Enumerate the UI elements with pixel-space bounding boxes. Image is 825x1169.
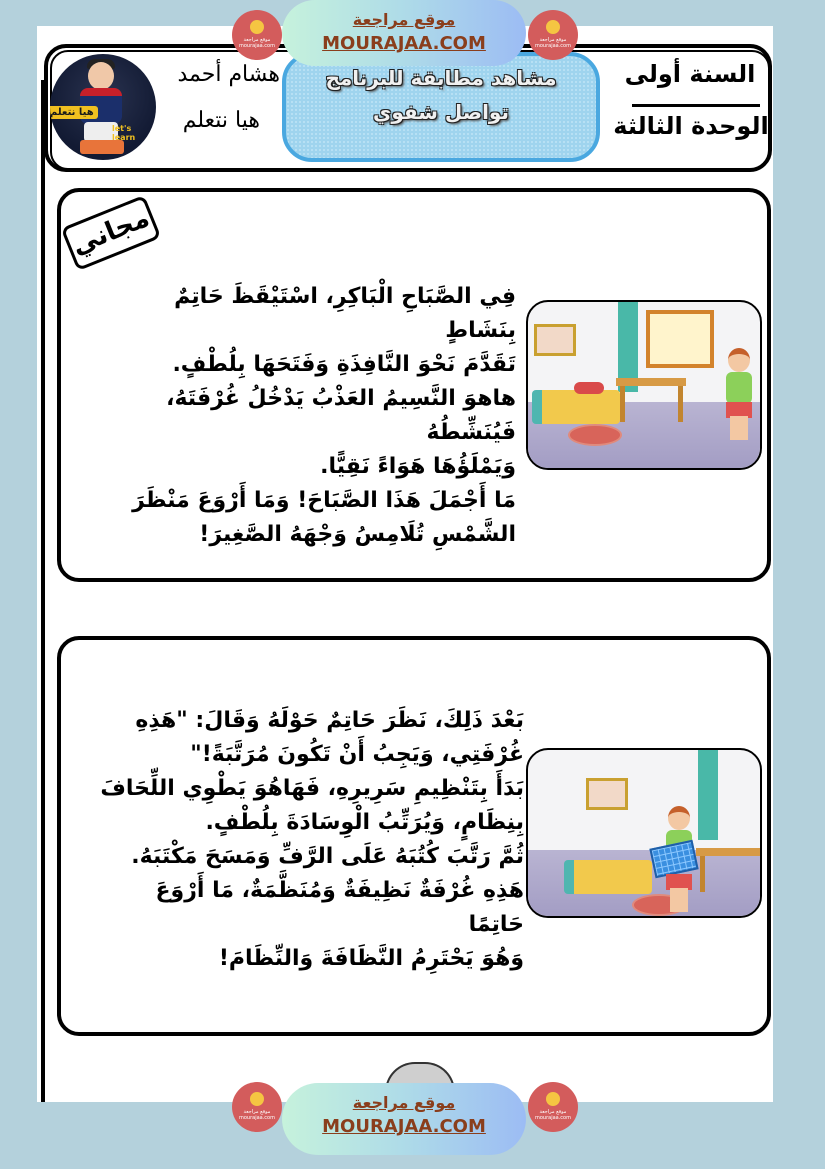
grade-divider bbox=[632, 104, 760, 107]
grade-label: السنة أولى bbox=[624, 60, 756, 88]
story-text-2 bbox=[100, 704, 524, 976]
site-link-top[interactable] bbox=[282, 0, 526, 66]
site-logo-badge-left[interactable] bbox=[232, 10, 282, 60]
site-logo-badge-right-bottom[interactable] bbox=[528, 1082, 578, 1132]
worksheet-subtitle: تواصل شفوي bbox=[373, 100, 509, 124]
story-line: بَدَأَ بِتَنْظِيمِ سَرِيرِهِ، فَهَاهُوَ يَطْوِي اللِّحَافَ bbox=[100, 776, 524, 801]
avatar-tag-english: let's learn bbox=[112, 124, 136, 142]
story-line: الشَّمْسِ تُلَامِسُ وَجْهَهُ الصَّغِيرَ! bbox=[199, 522, 516, 547]
avatar-face bbox=[88, 62, 114, 90]
bed-pillow bbox=[574, 382, 604, 394]
boy-legs bbox=[670, 888, 688, 912]
badge-caption: موقع مراجعة mourajaa.com bbox=[534, 1109, 571, 1121]
story-line: مَا أَجْمَلَ هَذَا الصَّبَاحَ! وَمَا أَرْوَعَ مَنْظَرَ bbox=[132, 488, 516, 513]
desk bbox=[616, 378, 686, 386]
story-line: بَعْدَ ذَلِكَ، نَظَرَ حَاتِمٌ حَوْلَهُ وَقَالَ: "هَذِهِ bbox=[135, 708, 524, 733]
site-logo-badge-right[interactable] bbox=[528, 10, 578, 60]
boy-shirt bbox=[726, 372, 752, 404]
worksheet-title-box bbox=[282, 52, 600, 162]
curtain bbox=[698, 750, 718, 840]
site-logo-badge-left-bottom[interactable] bbox=[232, 1082, 282, 1132]
book-icon bbox=[546, 1092, 560, 1106]
story-line: وَهُوَ يَحْتَرِمُ النَّظَافَةَ وَالنِّظَامَ! bbox=[218, 946, 524, 971]
badge-caption: موقع مراجعة mourajaa.com bbox=[238, 37, 275, 49]
story-line: تَقَدَّمَ نَحْوَ النَّافِذَةِ وَفَتَحَهَا بِلُطْفٍ. bbox=[172, 352, 516, 377]
story-line: ثُمَّ رَتَّبَ كُتُبَهُ عَلَى الرَّفِّ وَمَسَحَ مَكْتَبَهُ. bbox=[131, 844, 524, 869]
boy-head bbox=[668, 806, 690, 830]
book-icon bbox=[546, 20, 560, 34]
boy-legs bbox=[730, 416, 748, 440]
avatar-tag-arabic: هيا نتعلم bbox=[50, 106, 98, 119]
author-avatar bbox=[50, 54, 156, 160]
desk-leg bbox=[678, 386, 683, 422]
site-link-bottom[interactable] bbox=[282, 1083, 526, 1155]
story-line: هاهوَ النَّسِيمُ العَذْبُ يَدْخُلُ غُرْفَتَهُ، فَيُنَشِّطُهُ bbox=[166, 386, 516, 445]
bed bbox=[532, 390, 620, 424]
free-stamp: مجاني bbox=[61, 195, 162, 271]
boy-head bbox=[728, 348, 750, 372]
site-name-latin[interactable]: MOURAJAA.COM bbox=[322, 33, 486, 54]
bed bbox=[564, 860, 652, 894]
unit-label: الوحدة الثالثة bbox=[613, 112, 769, 140]
rug bbox=[568, 424, 622, 446]
page-left-border bbox=[41, 80, 45, 1102]
story-line: هَذِهِ غُرْفَةٌ نَظِيفَةٌ وَمُنَظَّمَةٌ، مَا أَرْوَعَ حَاتِمًا bbox=[155, 878, 524, 937]
story-line: غُرْفَتِي، وَيَجِبُ أَنْ تَكُونَ مُرَتَّبَةً!" bbox=[190, 742, 524, 767]
badge-caption: موقع مراجعة mourajaa.com bbox=[238, 1109, 275, 1121]
book-icon bbox=[250, 20, 264, 34]
open-window bbox=[646, 310, 714, 368]
badge-caption: موقع مراجعة mourajaa.com bbox=[534, 37, 571, 49]
site-name-arabic[interactable]: موقع مراجعة bbox=[352, 1093, 456, 1112]
desk-leg bbox=[700, 856, 705, 892]
author-channel: هيا نتعلم bbox=[182, 108, 260, 133]
story-line: وَيَمْلَؤُهَا هَوَاءً نَقِيًّا. bbox=[320, 454, 516, 479]
story-line: فِي الصَّبَاحِ الْبَاكِرِ، اسْتَيْقَظَ حَاتِمٌ بِنَشَاطٍ bbox=[174, 284, 516, 343]
desk-leg bbox=[620, 386, 625, 422]
book-icon bbox=[250, 1092, 264, 1106]
scene-image-tidying bbox=[526, 748, 762, 918]
story-line: بِنِظَامٍ، وَيُرَتِّبُ الْوِسَادَةَ بِلُطْفٍ. bbox=[205, 810, 524, 835]
author-name: هشام أحمد bbox=[177, 62, 280, 87]
story-text-1 bbox=[100, 280, 516, 552]
open-book-icon bbox=[80, 140, 124, 154]
desk bbox=[696, 848, 762, 856]
worksheet-title: مشاهد مطابقة للبرنامج bbox=[325, 66, 557, 90]
wall-picture bbox=[586, 778, 628, 810]
wall-picture bbox=[534, 324, 576, 356]
site-name-arabic[interactable]: موقع مراجعة bbox=[352, 10, 456, 29]
site-name-latin[interactable]: MOURAJAA.COM bbox=[322, 1116, 486, 1137]
scene-image-window bbox=[526, 300, 762, 470]
